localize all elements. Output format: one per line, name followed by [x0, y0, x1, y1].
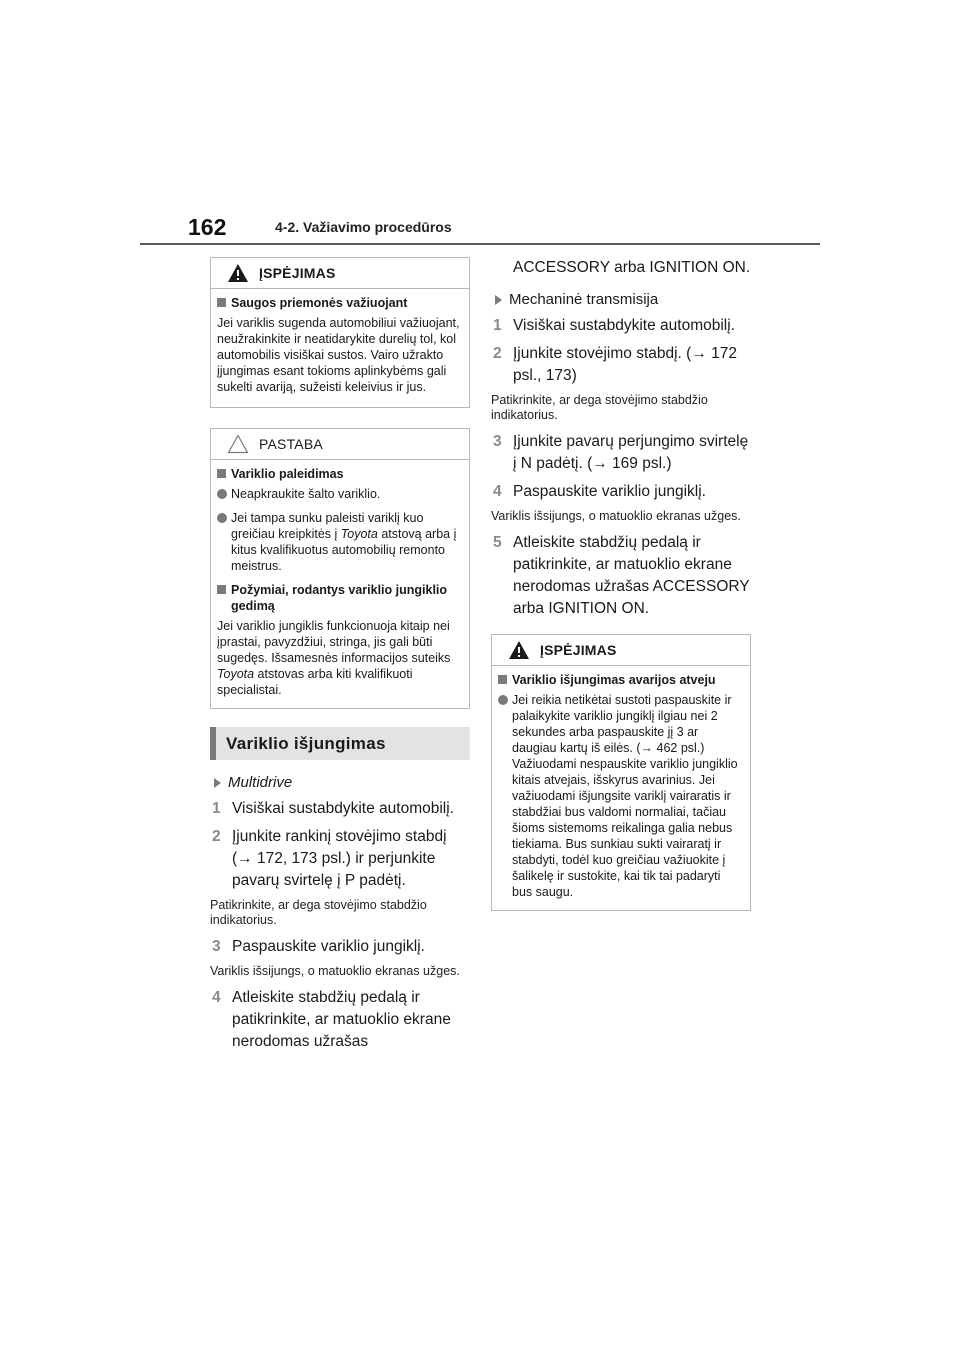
notice-subtitle-1: Variklio paleidimas: [217, 466, 463, 482]
step-note: Variklis išsijungs, o matuoklio ekranas užges.: [491, 509, 741, 523]
step-number: 3: [493, 433, 502, 450]
step-number: 1: [493, 317, 502, 334]
step-text: Atleiskite stabdžių pedalą ir patikrinkite, ar matuoklio ekrane nerodomas užrašas ACCESSORY arba IGNITION ON.: [513, 534, 750, 617]
notice-bullet-2: [217, 510, 463, 574]
step-number: 2: [493, 345, 502, 362]
notice-box-body: [211, 460, 469, 708]
step-item: [210, 987, 470, 1053]
warning-bullet: Jei reikia netikėtai sustoti paspauskite ir palaikykite variklio jungiklį ilgiau nei 2 sekundes arba paspauskite jį 3 ar daugiau kartų iš eilės. (→ 462 psl.) Važiuodami nespauskite variklio jungiklio kitais atvejais, išskyrus avarinius. Jei važiuodami išjungsite variklį vairaratis ir stabdžiai bus valdomi normaliai, tačiau šioms sistemoms reikalinga galia nebus tiekiama. Bus sunkiau sukti vairaratį ir stabdyti, todėl kuo greičiau važiuokite į šalikelę ir sustokite, kai tik tai padaryti bus saugu.: [498, 692, 744, 900]
warning-box-emergency-header: [492, 635, 750, 666]
warning-box-header: [211, 258, 469, 289]
notice-box-header: [211, 429, 469, 460]
step-item: [210, 798, 470, 820]
warning-box-emergency: [491, 634, 751, 911]
notice-bullet-2-text-b: atstovą arba į kitus kvalifikuotus automobilių remonto meistrus.: [231, 527, 457, 573]
step-item: [491, 315, 751, 337]
step-text: Įjunkite pavarų perjungimo svirtelę į N padėtį. (→ 169 psl.): [513, 433, 749, 472]
step-continuation: ACCESSORY arba IGNITION ON.: [513, 259, 751, 276]
header-divider: [140, 243, 820, 245]
step-item: [491, 343, 751, 387]
notice-title: PASTABA: [259, 436, 323, 452]
step-item: [491, 431, 751, 475]
step-text: Įjunkite stovėjimo stabdį. (→ 172 psl., 173): [513, 345, 737, 384]
notice-text-brand: Toyota: [217, 667, 255, 681]
step-item: [210, 936, 470, 958]
caution-outline-icon: [227, 434, 249, 454]
page-header: [140, 210, 820, 250]
step-item: [491, 481, 751, 503]
warning-title: ĮSPĖJIMAS: [540, 642, 617, 658]
step-text: Paspauskite variklio jungiklį.: [232, 938, 425, 955]
mode-multidrive: Multidrive: [210, 772, 470, 794]
section-title: 4-2. Važiavimo procedūros: [275, 219, 452, 235]
step-item: [491, 532, 751, 620]
step-note: Patikrinkite, ar dega stovėjimo stabdžio indikatorius.: [491, 393, 708, 422]
right-column: [491, 257, 751, 911]
warning-title: ĮSPĖJIMAS: [259, 265, 336, 281]
step-text: Visiškai sustabdykite automobilį.: [513, 317, 735, 334]
step-text: Visiškai sustabdykite automobilį.: [232, 800, 454, 817]
warning-triangle-icon: [508, 640, 530, 660]
step-number: 4: [212, 989, 221, 1006]
step-text: Atleiskite stabdžių pedalą ir patikrinkite, ar matuoklio ekrane nerodomas užrašas: [232, 989, 451, 1050]
step-item: [210, 826, 470, 892]
notice-subtitle-2: Požymiai, rodantys variklio jungiklio gedimą: [217, 582, 463, 614]
step-note: Variklis išsijungs, o matuoklio ekranas užges.: [210, 964, 460, 978]
step-number: 3: [212, 938, 221, 955]
step-number: 2: [212, 828, 221, 845]
left-column: [210, 257, 470, 1059]
step-number: 5: [493, 534, 502, 551]
notice-text: [217, 618, 463, 698]
warning-triangle-icon: [227, 263, 249, 283]
step-text: Įjunkite rankinį stovėjimo stabdį (→ 172, 173 psl.) ir perjunkite pavarų svirtelę į P padėtį.: [232, 828, 447, 889]
warning-subtitle: Variklio išjungimas avarijos atveju: [498, 672, 744, 688]
notice-box: [210, 428, 470, 709]
notice-bullet-2-text-a: Jei tampa sunku paleisti variklį kuo greičiau kreipkitės į: [231, 511, 424, 541]
section-heading: [210, 727, 470, 760]
warning-subtitle: Saugos priemonės važiuojant: [217, 295, 463, 311]
warning-text: Jei variklis sugenda automobiliui važiuojant, neužrakinkite ir neatidarykite durelių tol, kol automobilis visiškai sustos. Vairo užrakto įjungimas esant tokioms aplinkybėms gali sukelti avariją, sužeisti keleivius ir jus.: [217, 316, 460, 394]
section-heading-text: Variklio išjungimas: [226, 733, 386, 753]
step-text: Paspauskite variklio jungiklį.: [513, 483, 706, 500]
mode-manual: Mechaninė transmisija: [491, 289, 751, 311]
warning-box: [210, 257, 470, 408]
notice-bullet-1: Neapkraukite šalto variklio.: [217, 486, 463, 502]
step-note: Patikrinkite, ar dega stovėjimo stabdžio indikatorius.: [210, 898, 427, 927]
step-number: 4: [493, 483, 502, 500]
notice-text-a: Jei variklio jungiklis funkcionuoja kitaip nei įprastai, pavyzdžiui, stringa, jis gali būti sugedęs. Išsamesnės informacijos suteiks: [217, 619, 451, 665]
notice-bullet-2-brand: Toyota: [340, 527, 378, 541]
page-number: 162: [188, 214, 227, 240]
step-number: 1: [212, 800, 221, 817]
warning-box-emergency-body: [492, 666, 750, 910]
notice-text-b: atstovas arba kiti kvalifikuoti specialistai.: [217, 667, 413, 697]
warning-box-body: [211, 289, 469, 407]
left-steps: [210, 772, 470, 1053]
